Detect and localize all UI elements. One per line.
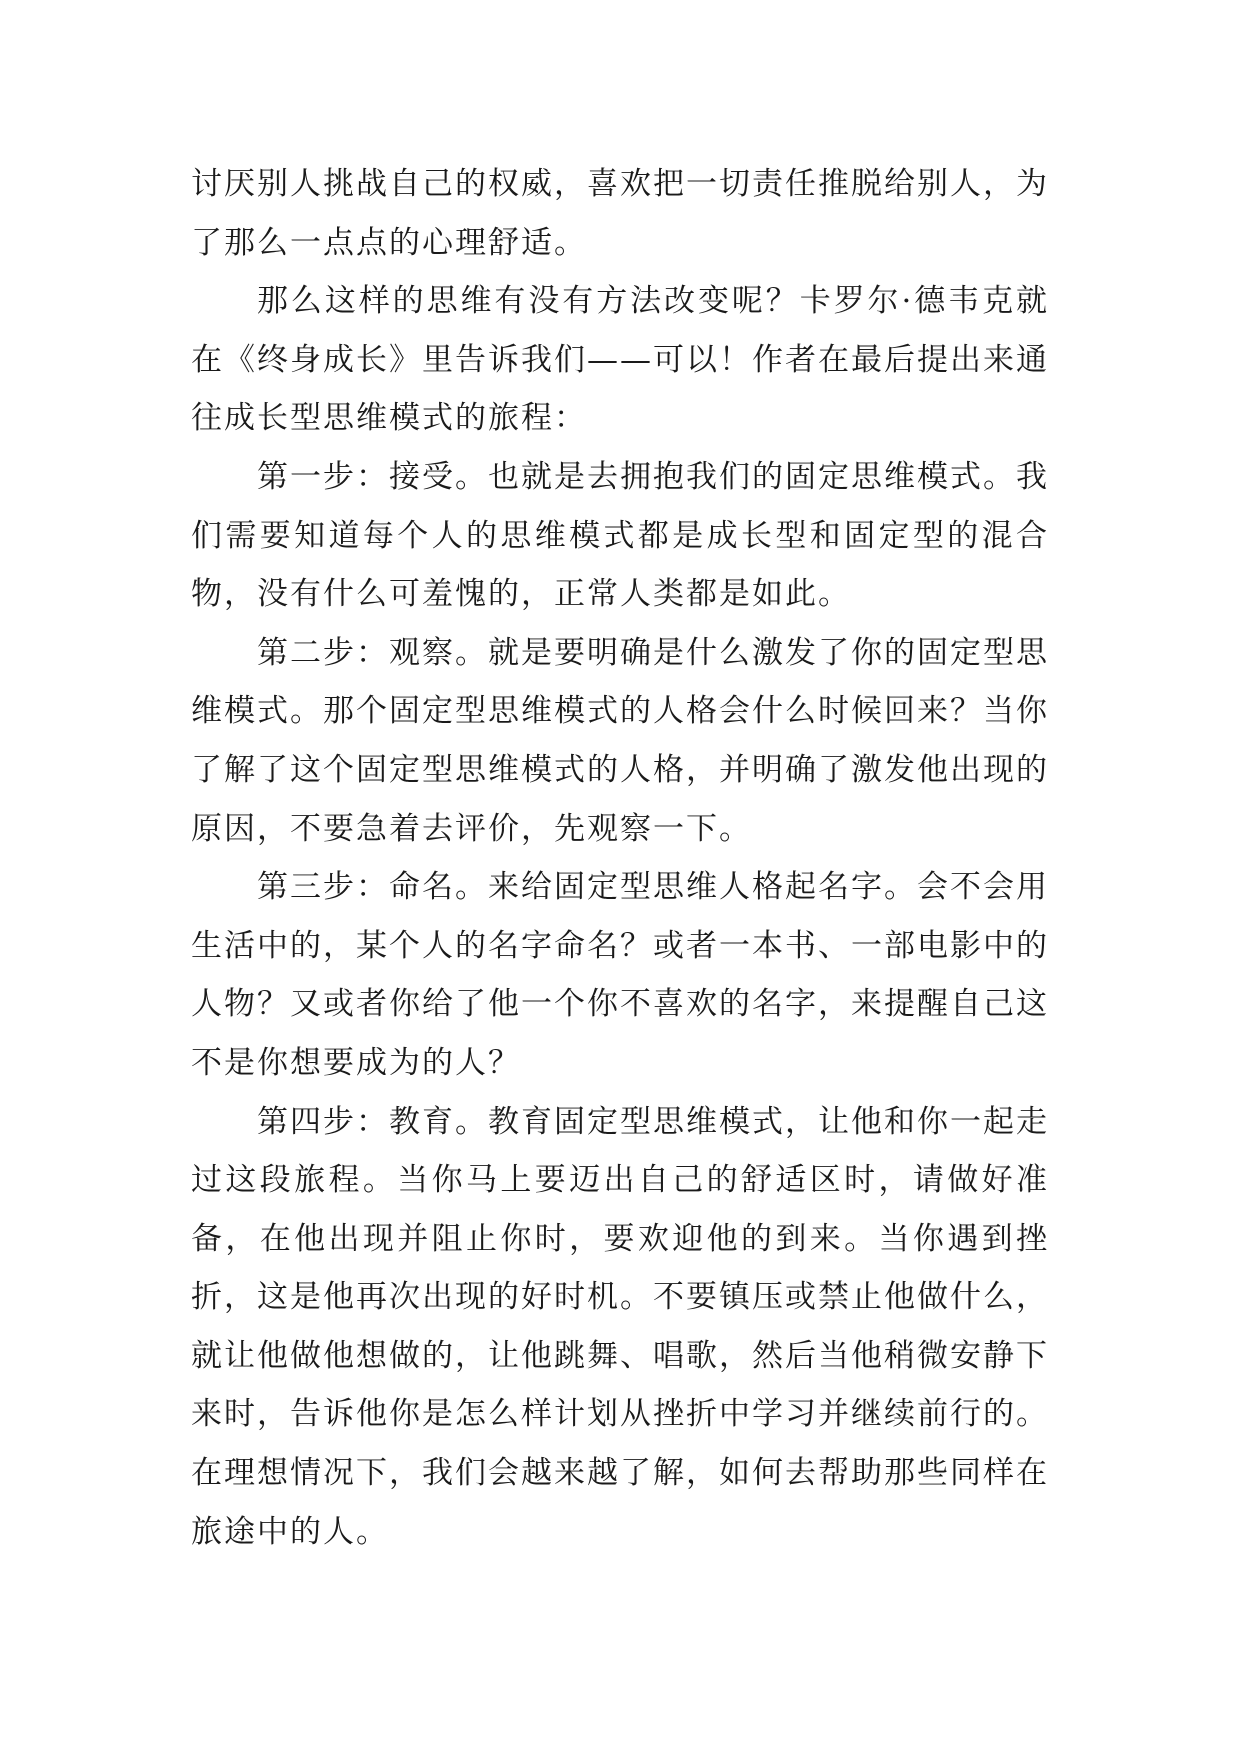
paragraph-step-two: 第二步：观察。就是要明确是什么激发了你的固定型思维模式。那个固定型思维模式的人格会什么时候回来？当你了解了这个固定型思维模式的人格，并明确了激发他出现的原因，不要急着去评价，先观察一下。 xyxy=(191,634,1049,847)
paragraph-step-one: 第一步：接受。也就是去拥抱我们的固定思维模式。我们需要知道每个人的思维模式都是成长型和固定型的混合物，没有什么可羞愧的，正常人类都是如此。 xyxy=(191,458,1049,613)
document-body xyxy=(191,155,1049,1561)
paragraph-step-three: 第三步：命名。来给固定型思维人格起名字。会不会用生活中的，某个人的名字命名？或者一本书、一部电影中的人物？又或者你给了他一个你不喜欢的名字，来提醒自己这不是你想要成为的人？ xyxy=(191,869,1049,1081)
paragraph-intro-question: 那么这样的思维有没有方法改变呢？卡罗尔·德韦克就在《终身成长》里告诉我们——可以！作者在最后提出来通往成长型思维模式的旅程： xyxy=(191,283,1049,437)
paragraph-step-four: 第四步：教育。教育固定型思维模式，让他和你一起走过这段旅程。当你马上要迈出自己的舒适区时，请做好准备，在他出现并阻止你时，要欢迎他的到来。当你遇到挫折，这是他再次出现的好时机。不要镇压或禁止他做什么，就让他做他想做的，让他跳舞、唱歌，然后当他稍微安静下来时，告诉他你是怎么样计划从挫折中学习并继续前行的。在理想情况下，我们会越来越了解，如何去帮助那些同样在旅途中的人。 xyxy=(191,1103,1049,1550)
paragraph-continuation: 讨厌别人挑战自己的权威，喜欢把一切责任推脱给别人，为了那么一点点的心理舒适。 xyxy=(191,166,1049,261)
